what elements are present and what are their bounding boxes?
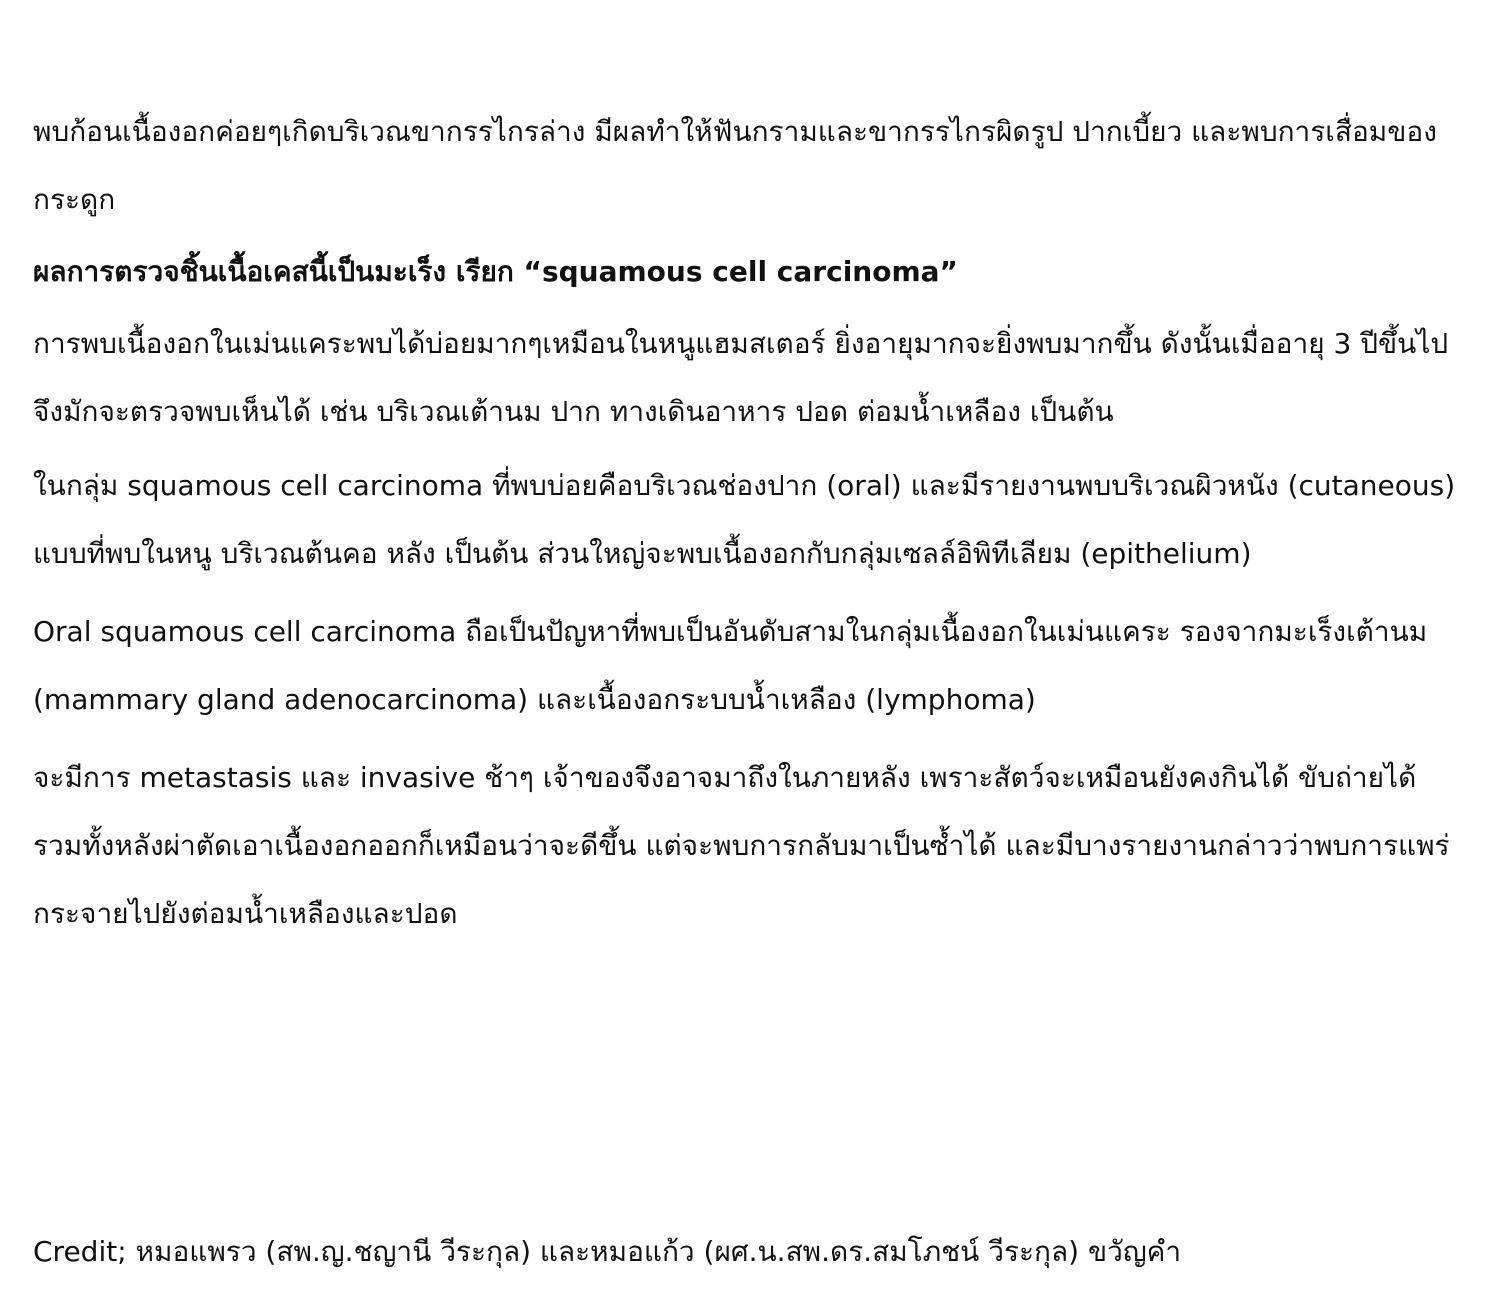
- document-body: [33, 98, 1463, 948]
- paragraph-tumor-description: พบก้อนเนื้องอกค่อยๆเกิดบริเวณขากรรไกรล่าง มีผลทำให้ฟันกรามและขากรรไกรผิดรูป ปากเบี้ยว และพบการเสื่อมของกระดูก: [33, 115, 1437, 216]
- paragraph-scc-locations: ในกลุ่ม squamous cell carcinoma ที่พบบ่อยคือบริเวณช่องปาก (oral) และมีรายงานพบบริเวณผิวหนัง (cutaneous) แบบที่พบในหนู บริเวณต้นคอ หลัง เป็นต้น ส่วนใหญ่จะพบเนื้องอกกับกลุ่มเซลล์อิพิทีเลียม (epithelium): [33, 469, 1456, 570]
- paragraph-oral-scc-ranking: Oral squamous cell carcinoma ถือเป็นปัญหาที่พบเป็นอันดับสามในกลุ่มเนื้องอกในเม่นแคระ รองจากมะเร็งเต้านม (mammary gland adenocarcinoma) และเนื้องอกระบบน้ำเหลือง (lymphoma): [33, 615, 1428, 716]
- paragraph-tumor-frequency: การพบเนื้องอกในเม่นแคระพบได้บ่อยมากๆเหมือนในหนูแฮมสเตอร์ ยิ่งอายุมากจะยิ่งพบมากขึ้น ดังนั้นเมื่ออายุ 3 ปีขึ้นไปจึงมักจะตรวจพบเห็นได้ เช่น บริเวณเต้านม ปาก ทางเดินอาหาร ปอด ต่อมน้ำเหลือง เป็นต้น: [33, 327, 1449, 428]
- paragraph-metastasis: จะมีการ metastasis และ invasive ช้าๆ เจ้าของจึงอาจมาถึงในภายหลัง เพราะสัตว์จะเหมือนยังคงกินได้ ขับถ่ายได้ รวมทั้งหลังผ่าตัดเอาเนื้องอกออกก็เหมือนว่าจะดีขึ้น แต่จะพบการกลับมาเป็นซ้ำได้ และมีบางรายงานกล่าวว่าพบการแพร่กระจายไปยังต่อมน้ำเหลืองและปอด: [33, 761, 1450, 930]
- paragraph-biopsy-result: ผลการตรวจชิ้นเนื้อเคสนี้เป็นมะเร็ง เรียก “squamous cell carcinoma”: [33, 255, 958, 288]
- credit-line: Credit; หมอแพรว (สพ.ญ.ชญานี วีระกุล) และหมอแก้ว (ผศ.น.สพ.ดร.สมโภชน์ วีระกุล) ขวัญคำ: [33, 1235, 1182, 1268]
